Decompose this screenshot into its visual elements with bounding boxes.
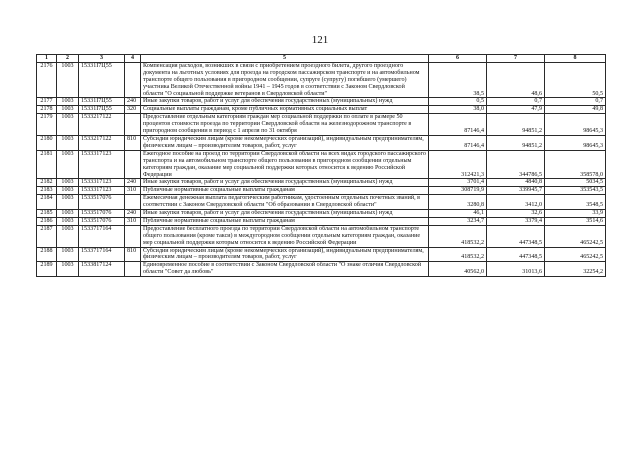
expense-type-code: 320 xyxy=(125,106,141,114)
amount-2018: 339945,7 xyxy=(487,187,545,195)
section-code: 1003 xyxy=(57,62,79,98)
amount-2017: 3701,4 xyxy=(429,179,487,187)
column-header: 1 xyxy=(37,55,57,63)
amount-2018: 94851,2 xyxy=(487,135,545,150)
column-header: 8 xyxy=(545,55,606,63)
amount-2019: 0,7 xyxy=(545,98,606,106)
amount-2019: 33,9 xyxy=(545,210,606,218)
target-article-code: 15331I7Ц55 xyxy=(79,98,125,106)
amount-2018: 447348,5 xyxy=(487,247,545,262)
item-description: Ежемесячная денежная выплата педагогическим работникам, удостоенным отдельных почетных званий, в соответствии с Законом Свердловской области "Об образовании в Свердловской области" xyxy=(141,195,429,210)
row-number: 2188 xyxy=(37,247,57,262)
amount-2018: 0,7 xyxy=(487,98,545,106)
row-number: 2186 xyxy=(37,217,57,225)
row-number: 2189 xyxy=(37,262,57,277)
amount-2019: 3514,6 xyxy=(545,217,606,225)
amount-2017: 0,5 xyxy=(429,98,487,106)
target-article-code: 1533717164 xyxy=(79,247,125,262)
row-number: 2179 xyxy=(37,114,57,136)
item-description: Единовременное пособие в соответствии с Законом Свердловской области "О знаке отличия Свердловской области "Совет да любовь" xyxy=(141,262,429,277)
amount-2017: 46,1 xyxy=(429,210,487,218)
header-row xyxy=(37,55,606,63)
amount-2017: 38,0 xyxy=(429,106,487,114)
table-row xyxy=(37,98,606,106)
target-article-code: 15331I7Ц55 xyxy=(79,62,125,98)
amount-2017: 40562,0 xyxy=(429,262,487,277)
row-number: 2177 xyxy=(37,98,57,106)
item-description: Иные закупки товаров, работ и услуг для обеспечения государственных (муниципальных) нужд xyxy=(141,98,429,106)
amount-2018: 3412,0 xyxy=(487,195,545,210)
target-article-code: 1533317123 xyxy=(79,179,125,187)
column-header: 3 xyxy=(79,55,125,63)
row-number: 2183 xyxy=(37,187,57,195)
table-row xyxy=(37,195,606,210)
item-description: Субсидии юридическим лицам (кроме некоммерческих организаций), индивидуальным предпринимателям, физическим лицам – производителям товаров, работ, услуг xyxy=(141,247,429,262)
table-body xyxy=(37,62,606,276)
section-code: 1003 xyxy=(57,114,79,136)
section-code: 1003 xyxy=(57,135,79,150)
item-description: Публичные нормативные социальные выплаты гражданам xyxy=(141,187,429,195)
amount-2019: 353543,5 xyxy=(545,187,606,195)
amount-2017: 308719,9 xyxy=(429,187,487,195)
section-code: 1003 xyxy=(57,210,79,218)
amount-2017: 418532,2 xyxy=(429,247,487,262)
column-header: 2 xyxy=(57,55,79,63)
page-number: 121 xyxy=(311,34,329,46)
amount-2018: 4840,8 xyxy=(487,179,545,187)
amount-2017: 3280,8 xyxy=(429,195,487,210)
target-article-code: 1533517076 xyxy=(79,210,125,218)
amount-2018: 31013,6 xyxy=(487,262,545,277)
expense-type-code xyxy=(125,114,141,136)
amount-2018: 447348,5 xyxy=(487,225,545,247)
item-description: Предоставление бесплатного проезда по территории Свердловской области на автомобильном транспорте общего пользования (кроме такси) в междугородном сообщении отдельным категориям граждан, оказание мер социальной поддержки которым относится к ведению Российской Федерации xyxy=(141,225,429,247)
table-row xyxy=(37,179,606,187)
target-article-code: 1533817124 xyxy=(79,262,125,277)
target-article-code: 1533317123 xyxy=(79,187,125,195)
section-code: 1003 xyxy=(57,98,79,106)
amount-2017: 312421,3 xyxy=(429,150,487,179)
row-number: 2176 xyxy=(37,62,57,98)
target-article-code: 1533217122 xyxy=(79,114,125,136)
section-code: 1003 xyxy=(57,262,79,277)
amount-2017: 38,5 xyxy=(429,62,487,98)
table-row xyxy=(37,247,606,262)
item-description: Иные закупки товаров, работ и услуг для обеспечения государственных (муниципальных) нужд xyxy=(141,179,429,187)
section-code: 1003 xyxy=(57,217,79,225)
amount-2017: 418532,2 xyxy=(429,225,487,247)
row-number: 2181 xyxy=(37,150,57,179)
target-article-code: 1533517076 xyxy=(79,217,125,225)
amount-2017: 3234,7 xyxy=(429,217,487,225)
table-row xyxy=(37,62,606,98)
expense-type-code: 310 xyxy=(125,187,141,195)
expense-type-code: 240 xyxy=(125,98,141,106)
target-article-code: 1533317123 xyxy=(79,150,125,179)
item-description: Субсидии юридическим лицам (кроме некоммерческих организаций), индивидуальным предпринимателям, физическим лицам – производителям товаров, работ, услуг xyxy=(141,135,429,150)
section-code: 1003 xyxy=(57,195,79,210)
target-article-code: 15331I7Ц55 xyxy=(79,106,125,114)
amount-2018: 344786,5 xyxy=(487,150,545,179)
item-description: Иные закупки товаров, работ и услуг для обеспечения государственных (муниципальных) нужд xyxy=(141,210,429,218)
expense-type-code: 240 xyxy=(125,179,141,187)
column-header: 5 xyxy=(141,55,429,63)
section-code: 1003 xyxy=(57,247,79,262)
amount-2019: 465242,5 xyxy=(545,225,606,247)
amount-2018: 3379,4 xyxy=(487,217,545,225)
section-code: 1003 xyxy=(57,150,79,179)
section-code: 1003 xyxy=(57,187,79,195)
expense-type-code xyxy=(125,195,141,210)
item-description: Предоставление отдельным категориям граждан мер социальной поддержки по оплате в размере 50 процентов стоимости проезда по территории Свердловской области на железнодорожном транспорте в пригородном сообщении в период с 1 апреля по 31 октября xyxy=(141,114,429,136)
row-number: 2178 xyxy=(37,106,57,114)
section-code: 1003 xyxy=(57,106,79,114)
row-number: 2182 xyxy=(37,179,57,187)
expense-type-code: 810 xyxy=(125,135,141,150)
amount-2019: 98645,3 xyxy=(545,135,606,150)
column-header: 6 xyxy=(429,55,487,63)
expense-type-code xyxy=(125,62,141,98)
row-number: 2180 xyxy=(37,135,57,150)
amount-2018: 32,6 xyxy=(487,210,545,218)
amount-2018: 94851,2 xyxy=(487,114,545,136)
amount-2017: 87146,4 xyxy=(429,114,487,136)
item-description: Публичные нормативные социальные выплаты гражданам xyxy=(141,217,429,225)
table-row xyxy=(37,217,606,225)
amount-2019: 5034,5 xyxy=(545,179,606,187)
budget-table xyxy=(36,54,606,277)
table-row xyxy=(37,135,606,150)
section-code: 1003 xyxy=(57,225,79,247)
table-row xyxy=(37,187,606,195)
table-row xyxy=(37,114,606,136)
row-number: 2187 xyxy=(37,225,57,247)
column-header: 4 xyxy=(125,55,141,63)
column-header: 7 xyxy=(487,55,545,63)
target-article-code: 1533717164 xyxy=(79,225,125,247)
table-row xyxy=(37,106,606,114)
table-row xyxy=(37,150,606,179)
target-article-code: 1533217122 xyxy=(79,135,125,150)
row-number: 2184 xyxy=(37,195,57,210)
row-number: 2185 xyxy=(37,210,57,218)
table-row xyxy=(37,210,606,218)
amount-2019: 50,5 xyxy=(545,62,606,98)
expense-type-code: 810 xyxy=(125,247,141,262)
expense-type-code: 310 xyxy=(125,217,141,225)
target-article-code: 1533517076 xyxy=(79,195,125,210)
item-description: Социальные выплаты гражданам, кроме публичных нормативных социальных выплат xyxy=(141,106,429,114)
expense-type-code xyxy=(125,225,141,247)
amount-2019: 32254,2 xyxy=(545,262,606,277)
table-row xyxy=(37,262,606,277)
amount-2017: 87146,4 xyxy=(429,135,487,150)
item-description: Ежегодное пособие на проезд по территории Свердловской области на всех видах городского пассажирского транспорта и на автомобильном транспорте общего пользования в пригородном сообщении отдельным категориям граждан, оказание мер социальной поддержки которых относится к ведению Российской Федерации xyxy=(141,150,429,179)
item-description: Компенсация расходов, возникших в связи с приобретением проездного билета, другого проездного документа на льготных условиях для проезда на городском пассажирском транспорте и на автомобильном транспорте общего пользования в пригородном сообщении, супруге (супругу) погибшего (умершего) участника Великой Отечественной войны 1941 – 1945 годов в соответствии с Законом Свердловской области "О социальной поддержке ветеранов в Свердловской области" xyxy=(141,62,429,98)
amount-2018: 47,9 xyxy=(487,106,545,114)
section-code: 1003 xyxy=(57,179,79,187)
amount-2019: 465242,5 xyxy=(545,247,606,262)
expense-type-code xyxy=(125,262,141,277)
amount-2019: 3548,5 xyxy=(545,195,606,210)
amount-2019: 49,8 xyxy=(545,106,606,114)
amount-2019: 358578,0 xyxy=(545,150,606,179)
amount-2018: 48,6 xyxy=(487,62,545,98)
table-row xyxy=(37,225,606,247)
expense-type-code xyxy=(125,150,141,179)
expense-type-code: 240 xyxy=(125,210,141,218)
amount-2019: 98645,3 xyxy=(545,114,606,136)
